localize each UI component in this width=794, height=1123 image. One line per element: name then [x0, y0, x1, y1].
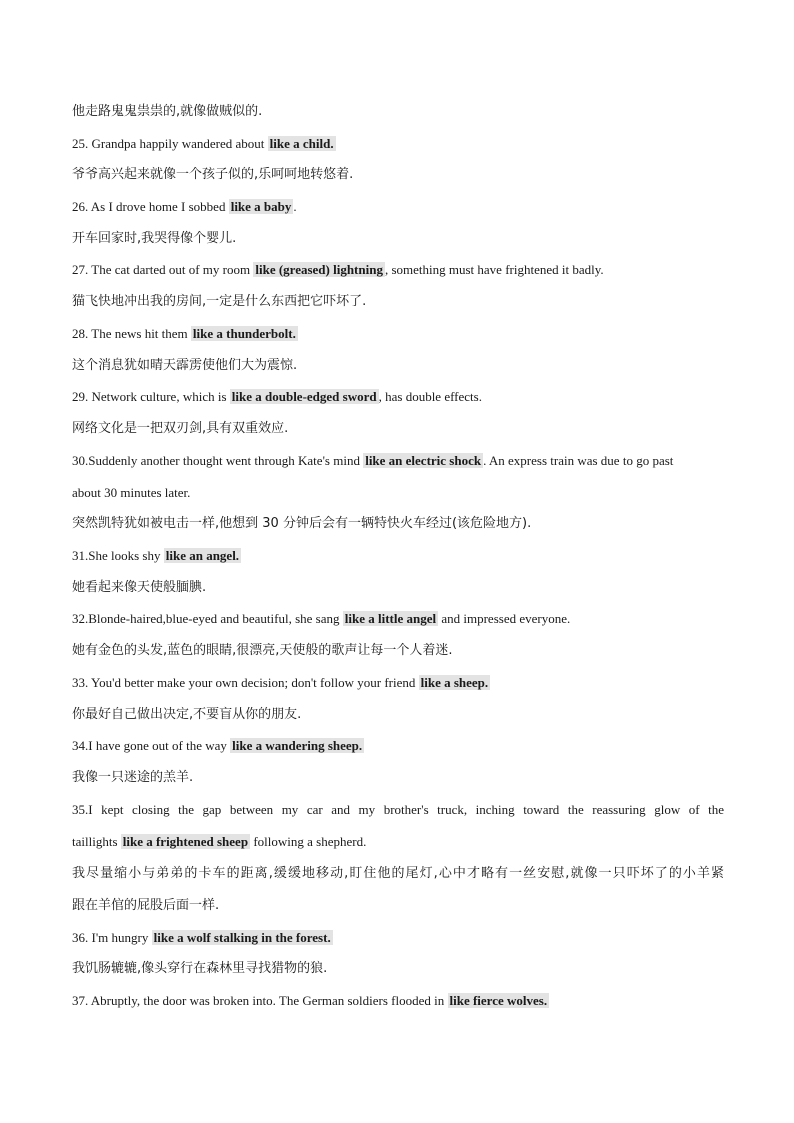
- zh-line: 她有金色的头发,蓝色的眼睛,很漂亮,天使般的歌声让每一个人着迷.: [72, 643, 453, 658]
- zh-line: 我像一只迷途的羔羊.: [72, 770, 194, 785]
- simile-highlight: like fierce wolves.: [449, 993, 548, 1008]
- example-25: [72, 135, 724, 153]
- zh-line: 网络文化是一把双刃剑,具有双重效应.: [72, 421, 289, 436]
- example-text: 32.Blonde-haired,blue-eyed and beautiful, she sang: [72, 611, 343, 626]
- example-32: [72, 610, 724, 628]
- example-37: [72, 992, 724, 1010]
- simile-highlight: like a thunderbolt.: [192, 326, 296, 341]
- example-text: 26. As I drove home I sobbed: [72, 199, 229, 214]
- example-31: [72, 547, 724, 565]
- zh-line: 她看起来像天使般腼腆.: [72, 580, 207, 595]
- simile-highlight: like a wandering sheep.: [232, 738, 363, 753]
- example-text: 34.I have gone out of the way: [72, 738, 231, 753]
- example-35: 35.I kept closing the gap between my car and my brother's truck, inching toward the reassuring glow of the: [72, 802, 724, 817]
- simile-highlight: like a frightened sheep: [122, 834, 249, 849]
- example-text: 27. The cat darted out of my room: [72, 262, 254, 277]
- example-29: [72, 388, 724, 406]
- example-26: [72, 198, 724, 216]
- simile-highlight: like an angel.: [165, 548, 240, 563]
- example-text: 31.She looks shy: [72, 548, 164, 563]
- simile-highlight: like a little angel: [344, 611, 437, 626]
- example-text: 28. The news hit them: [72, 326, 191, 341]
- zh-line: 跟在羊倌的屁股后面一样.: [72, 898, 220, 913]
- simile-highlight: like an electric shock: [365, 453, 482, 468]
- zh-line: 突然凯特犹如被电击一样,他想到 30 分钟后会有一辆特快火车经过(该危险地方).: [72, 516, 532, 531]
- example-tail: following a shepherd.: [250, 834, 367, 849]
- example-tail: .: [293, 199, 297, 214]
- example-text: 37. Abruptly, the door was broken into. The German soldiers flooded in: [72, 993, 448, 1008]
- example-tail: , something must have frightened it badly.: [384, 262, 604, 277]
- example-text: taillights: [72, 834, 121, 849]
- example-33: [72, 674, 724, 692]
- example-tail: and impressed everyone.: [438, 611, 571, 626]
- simile-highlight: like (greased) lightning: [255, 262, 383, 277]
- example-30: [72, 452, 724, 470]
- example-34: [72, 737, 724, 755]
- zh-line: 这个消息犹如晴天霹雳使他们大为震惊.: [72, 358, 298, 373]
- example-27: [72, 261, 724, 279]
- simile-highlight: like a double-edged sword: [231, 389, 377, 404]
- example-text: 25. Grandpa happily wandered about: [72, 136, 268, 151]
- example-text: 29. Network culture, which is: [72, 389, 230, 404]
- simile-highlight: like a child.: [269, 136, 334, 151]
- example-35-continued: [72, 833, 724, 851]
- zh-line: 我饥肠辘辘,像头穿行在森林里寻找猎物的狼.: [72, 961, 328, 976]
- example-36: [72, 929, 724, 947]
- example-tail: , has double effects.: [378, 389, 482, 404]
- zh-line: 爷爷高兴起来就像一个孩子似的,乐呵呵地转悠着.: [72, 167, 354, 182]
- zh-line: 你最好自己做出决定,不要盲从你的朋友.: [72, 707, 302, 722]
- example-tail: . An express train was due to go past: [483, 453, 674, 468]
- example-text: 36. I'm hungry: [72, 930, 152, 945]
- simile-highlight: like a wolf stalking in the forest.: [153, 930, 331, 945]
- zh-line: 猫飞快地冲出我的房间,一定是什么东西把它吓坏了.: [72, 294, 367, 309]
- simile-highlight: like a baby: [230, 199, 292, 214]
- example-text: 33. You'd better make your own decision; don't follow your friend: [72, 675, 419, 690]
- example-30-continued: about 30 minutes later.: [72, 485, 191, 500]
- simile-highlight: like a sheep.: [420, 675, 489, 690]
- example-28: [72, 325, 724, 343]
- zh-line: 我尽量缩小与弟弟的卡车的距离,缓缓地移动,盯住他的尾灯,心中才略有一丝安慰,就像一只吓坏了的小羊紧: [72, 866, 724, 881]
- zh-line: 他走路鬼鬼祟祟的,就像做贼似的.: [72, 104, 263, 119]
- example-text: 30.Suddenly another thought went through Kate's mind: [72, 453, 364, 468]
- zh-line: 开车回家时,我哭得像个婴儿.: [72, 231, 237, 246]
